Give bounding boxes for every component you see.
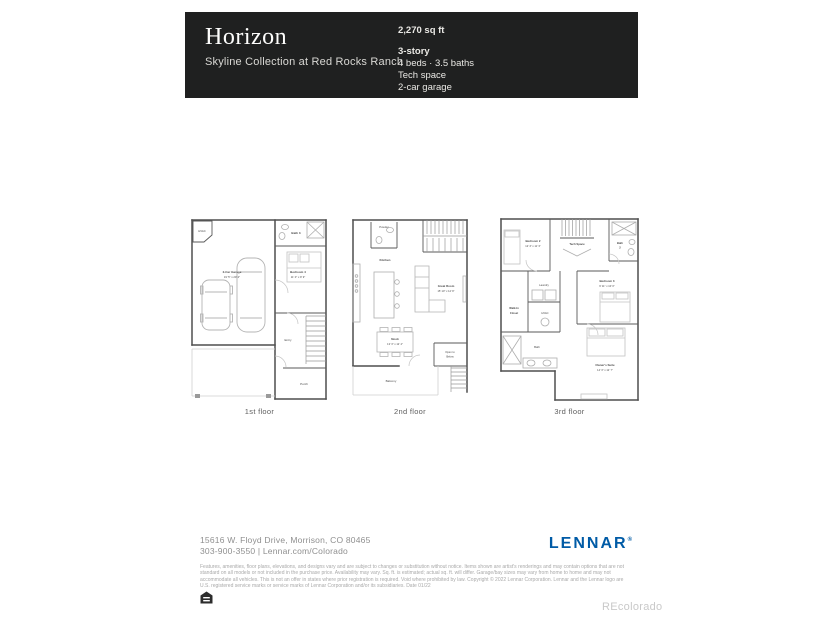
bath2-fixtures <box>612 222 636 256</box>
dining-table-icon <box>377 328 413 357</box>
spec-story: 3-story <box>398 46 430 57</box>
plan-title: Horizon <box>205 24 288 50</box>
legal-disclaimer: Features, amenities, floor plans, elevations, and designs vary and are subject to changes or substitution without notice. Items shown are artist's renderings and may contain options that are not standard on all models or not included in the purchase price. Availability may vary. Sq. ft. is estimated; actual sq. ft. will differ. Garage/bay sizes may vary from home to home and may not accommodate all vehicles. This is not an offer in states where prior registration is required. Void where prohibited by law. Copyright © 2022 Lennar Corporation. Lennar and the Lennar logo are U.S. registered service marks or service marks of Lennar Corporation and/or its subsidiaries. Date 01/22 <box>200 564 624 590</box>
door-arcs-3rd <box>526 254 619 335</box>
registered-mark: ® <box>627 537 632 543</box>
door-arcs-1st <box>275 280 298 367</box>
floorplan-3rd-floor <box>497 214 642 410</box>
equal-housing-icon <box>200 591 213 604</box>
sofa-icon <box>415 266 466 312</box>
label-tech-space: Tech Space <box>569 242 585 246</box>
driveway-post <box>195 394 200 398</box>
label-hvac: HVAC <box>198 229 206 233</box>
caption-1st-floor: 1st floor <box>244 407 275 416</box>
floorplan-1st-floor <box>188 216 331 404</box>
label-owners-suite-dims: 14' 3" x 12' 7" <box>597 369 613 372</box>
caption-2nd-floor: 2nd floor <box>394 407 426 416</box>
phone-website-line: 303-900-3550 | Lennar.com/Colorado <box>200 546 348 556</box>
spec-beds-baths: 4 beds · 3.5 baths <box>398 58 475 69</box>
stairs-upper-2nd <box>423 220 467 252</box>
stairs-1st <box>306 316 326 364</box>
label-entry: Entry <box>284 338 292 342</box>
bed3-furniture <box>600 292 630 322</box>
label-bedroom4: Bedroom 4 <box>290 270 306 274</box>
header-banner <box>185 12 638 98</box>
walls-3rd <box>501 219 638 400</box>
address-block <box>200 535 371 557</box>
inner-walls-3rd <box>501 219 638 332</box>
label-bedroom2: Bedroom 2 <box>525 239 541 243</box>
kitchen-fixtures <box>353 264 399 322</box>
spec-list <box>398 25 628 94</box>
tech-desk-icon <box>563 249 591 256</box>
equal-bar-top <box>203 597 210 598</box>
address-line: 15616 W. Floyd Drive, Morrison, CO 80465 <box>200 535 371 545</box>
label-bath2-1: Bath <box>617 242 623 245</box>
label-bedroom3: Bedroom 3 <box>599 279 615 283</box>
car-icon <box>201 280 233 330</box>
label-great-room: Great Room <box>437 284 455 288</box>
owners-bath-fixtures <box>503 336 557 368</box>
label-balcony: Balcony <box>385 379 397 383</box>
spec-sqft: 2,270 sq ft <box>398 25 445 36</box>
bath3-fixtures <box>279 222 324 240</box>
lennar-logo-text: LENNAR <box>548 535 628 552</box>
spec-garage: 2-car garage <box>398 82 452 93</box>
water-heater-icon <box>541 318 549 326</box>
label-nook: Nook <box>391 337 399 341</box>
driveway-outline <box>192 349 275 396</box>
label-garage-dims: 19' 5" x 20' 2" <box>223 276 241 279</box>
label-bath3: Bath 3 <box>291 231 301 235</box>
bed2-furniture <box>504 230 520 264</box>
label-great-room-dims: 15' 10" x 14' 9" <box>437 290 455 293</box>
caption-3rd-floor: 3rd floor <box>554 407 585 416</box>
community-subtitle: Skyline Collection at Red Rocks Ranch <box>205 56 404 68</box>
driveway-post <box>266 394 271 398</box>
label-open-below-1: Open to <box>445 351 455 354</box>
label-bedroom4-dims: 11' 0" x 9' 9" <box>290 276 306 279</box>
label-bedroom3-dims: 9' 11" x 10' 0" <box>599 285 615 288</box>
label-nook-dims: 13' 3" x 12' 4" <box>387 343 403 346</box>
spec-tech-space: Tech space <box>398 70 447 81</box>
walls-1st <box>192 220 326 399</box>
label-powder: Powder <box>379 225 389 229</box>
recolorado-watermark: REcolorado <box>602 601 663 613</box>
label-garage: 2-Car Garage <box>222 270 242 274</box>
label-owners-bath: Bath <box>534 345 540 349</box>
powder-fixtures <box>376 228 394 244</box>
lennar-logo <box>540 535 632 553</box>
label-laundry: Laundry <box>539 284 549 287</box>
label-walkin-1: Walk-In <box>509 307 519 310</box>
floorplan-2nd-floor <box>349 214 471 406</box>
label-kitchen: Kitchen <box>379 258 391 262</box>
label-bedroom2-dims: 12' 4" x 11' 3" <box>525 245 541 248</box>
label-open-below-2: Below <box>446 355 454 359</box>
stairs-3rd <box>562 219 590 236</box>
label-bath2-2: 2 <box>619 246 621 250</box>
inner-walls-2nd <box>371 220 467 366</box>
label-walkin-2: Closet <box>509 312 519 315</box>
label-owners-suite: Owner's Suite <box>595 363 615 367</box>
equal-bar-bottom <box>203 600 210 601</box>
laundry-fixtures <box>532 290 556 300</box>
stairs-lower-2nd <box>451 366 467 392</box>
label-porch: Porch <box>300 382 308 386</box>
label-hvac-3rd: HVAC <box>541 312 549 315</box>
